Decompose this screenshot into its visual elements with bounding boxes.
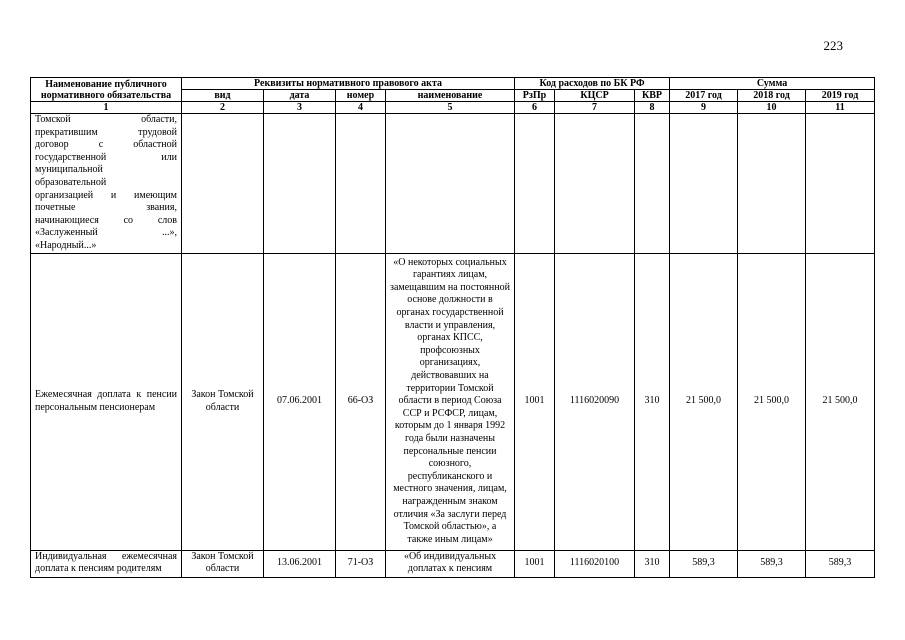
row-1-name-line: организацией и имеющим: [35, 189, 177, 201]
col-num-4: 4: [336, 102, 386, 114]
row-1-name-line: начинающиеся со слов: [35, 214, 177, 226]
row-2-amount-2017: 21 500,0: [670, 253, 738, 550]
header-act-requisites: Реквизиты нормативного правового акта: [182, 78, 515, 90]
row-3-type: Закон Томской области: [182, 550, 264, 577]
row-1-empty-cell: [182, 114, 264, 254]
row-3-name: Индивидуальная ежемесячная доплата к пенсиям родителям: [31, 550, 182, 577]
page-number: 223: [823, 38, 843, 53]
header-obligation-line1: Наименование публичного: [45, 78, 167, 90]
row-3-amount-2017: 589,3: [670, 550, 738, 577]
header-amount: Сумма: [670, 78, 875, 90]
row-1-name-line: государственной или: [35, 151, 177, 163]
header-type: вид: [182, 90, 264, 102]
col-num-11: 11: [806, 102, 875, 114]
row-1-empty-cell: [264, 114, 336, 254]
header-kcsr: КЦСР: [555, 90, 635, 102]
obligations-table: [30, 77, 875, 578]
row-3-kvr: 310: [635, 550, 670, 577]
row-1-name-line: «Народный...»: [35, 239, 97, 251]
header-expense-codes: Код расходов по БК РФ: [515, 78, 670, 90]
header-2018: 2018 год: [738, 90, 806, 102]
row-2-act-name: «О некоторых социальных гарантиях лицам, замещавшим на постоянной основе должности в органах государственной власти и управления, органах КПСС, профсоюзных организациях, действовавших на территории Томской области в период Союза ССР и РСФСР, лицам, которым до 1 января 1992 года были назначены персональные пенсии союзного, республиканского и местного значения, лицам, награжденным знаком отличия «За заслуги перед Томской областью», а также иным лицам»: [386, 253, 515, 550]
header-obligation: [31, 78, 182, 102]
row-2-amount-2019: 21 500,0: [806, 253, 875, 550]
row-1-name-line: почетные звания,: [35, 202, 177, 214]
row-1-empty-cell: [635, 114, 670, 254]
row-2-date: 07.06.2001: [264, 253, 336, 550]
row-1-name-line: «Заслуженный ...»,: [35, 227, 177, 239]
row-1-name-line: договор с областной: [35, 139, 177, 151]
header-obligation-line2: нормативного обязательства: [40, 89, 172, 101]
header-date: дата: [264, 90, 336, 102]
row-3-amount-2019: 589,3: [806, 550, 875, 577]
row-3-date: 13.06.2001: [264, 550, 336, 577]
col-num-1: 1: [31, 102, 182, 114]
row-2-type: Закон Томской области: [182, 253, 264, 550]
row-3-number: 71-ОЗ: [336, 550, 386, 577]
header-row-1: [31, 78, 875, 90]
table-row: [31, 114, 875, 254]
col-num-5: 5: [386, 102, 515, 114]
table-row: [31, 253, 875, 550]
col-num-9: 9: [670, 102, 738, 114]
row-3-kcsr: 1116020100: [555, 550, 635, 577]
row-2-amount-2018: 21 500,0: [738, 253, 806, 550]
row-2-name: Ежемесячная доплата к пенсии персональным пенсионерам: [31, 253, 182, 550]
row-1-empty-cell: [806, 114, 875, 254]
col-num-2: 2: [182, 102, 264, 114]
row-2-kcsr: 1116020090: [555, 253, 635, 550]
row-1-empty-cell: [515, 114, 555, 254]
row-1-empty-cell: [670, 114, 738, 254]
row-3-rzpr: 1001: [515, 550, 555, 577]
column-number-row: [31, 102, 875, 114]
row-1-name-line: муниципальной: [35, 164, 103, 176]
col-num-8: 8: [635, 102, 670, 114]
header-2019: 2019 год: [806, 90, 875, 102]
row-1-name-line: прекратившим трудовой: [35, 126, 177, 138]
row-1-empty-cell: [555, 114, 635, 254]
row-2-number: 66-ОЗ: [336, 253, 386, 550]
col-num-3: 3: [264, 102, 336, 114]
row-2-kvr: 310: [635, 253, 670, 550]
row-1-empty-cell: [386, 114, 515, 254]
col-num-7: 7: [555, 102, 635, 114]
row-1-empty-cell: [336, 114, 386, 254]
header-kvr: КВР: [635, 90, 670, 102]
row-3-amount-2018: 589,3: [738, 550, 806, 577]
col-num-6: 6: [515, 102, 555, 114]
header-number: номер: [336, 90, 386, 102]
row-1-name-line: Томской области,: [35, 114, 177, 125]
header-2017: 2017 год: [670, 90, 738, 102]
row-1-name-line: образовательной: [35, 176, 107, 188]
header-rzpr: РзПр: [515, 90, 555, 102]
row-1-name: [31, 114, 182, 254]
table-row: [31, 550, 875, 577]
row-3-act-name: «Об индивидуальных доплатах к пенсиям: [386, 550, 515, 577]
header-name: наименование: [386, 90, 515, 102]
row-2-rzpr: 1001: [515, 253, 555, 550]
col-num-10: 10: [738, 102, 806, 114]
row-1-empty-cell: [738, 114, 806, 254]
